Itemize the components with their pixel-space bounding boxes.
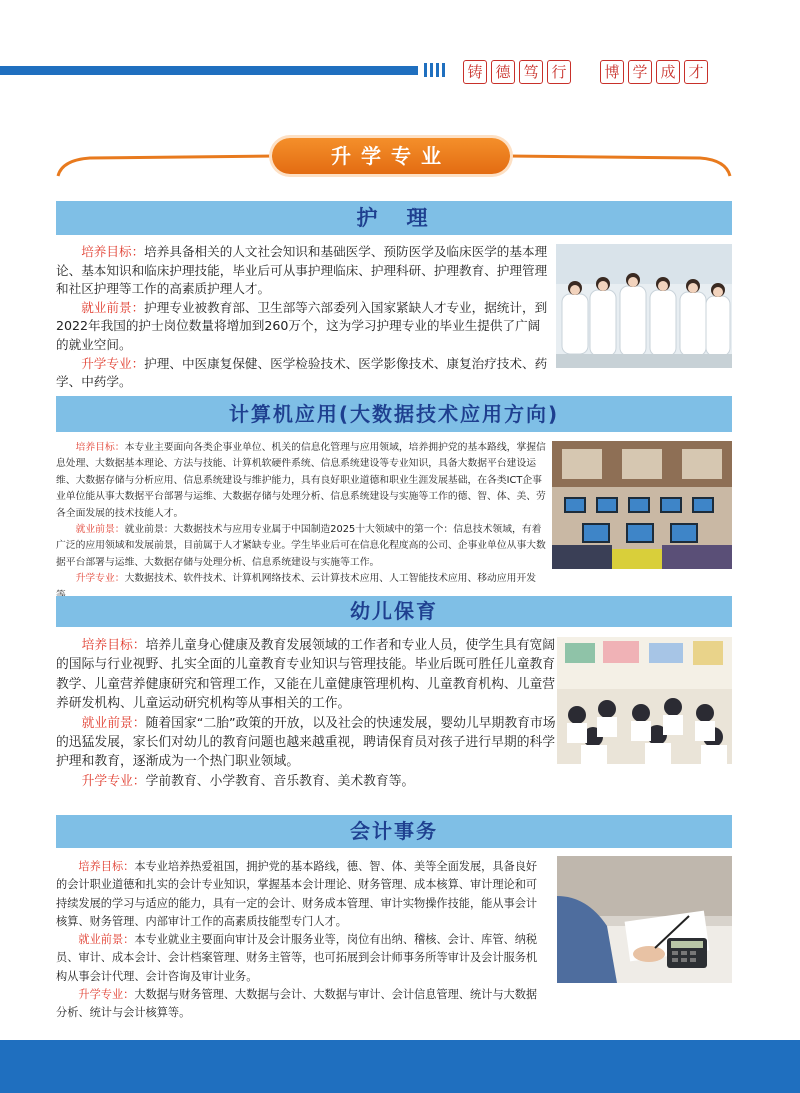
prospect-text: 随着国家“二胎”政策的开放，以及社会的快速发展，婴幼儿早期教育市场的迅猛发展，家长们对幼儿的教育问题也越来越重视，聘请保育员对孩子进行早期的科学护理和教育，逐渐成为一个热门职业领域。 bbox=[56, 715, 556, 770]
prospect-paragraph bbox=[56, 931, 546, 986]
further-label: 升学专业： bbox=[75, 573, 125, 585]
prospect-label: 就业前景： bbox=[81, 299, 145, 315]
goal-label: 培养目标： bbox=[81, 638, 146, 653]
classroom-photo-icon bbox=[557, 637, 732, 764]
prospect-text: 就业前景：大数据技术与应用专业属于中国制造2025十大领域中的第一个：信息技术领域，有着广泛的应用领域和发展前景，目前属于人才紧缺专业。学生毕业后可在信息化程度高的公司、企事业单位从事大数据平台部署与运维、大数据存储与处理分析、信息系统建设与实施等工作。 bbox=[56, 524, 546, 568]
prospect-label: 就业前景： bbox=[78, 933, 135, 947]
goal-text: 培养儿童身心健康及教育发展领域的工作者和专业人员，使学生具有宽阔的国际与行业视野、扎实全面的儿童教育专业知识与管理技能。毕业后既可胜任儿童教育教学、儿童营养健康研究和管理工作，又能在儿童健康管理机构、儿童教育机构、儿童营养研发机构、儿童运动研究机构等从事相关的工作。 bbox=[56, 638, 556, 712]
slogan-char: 德 bbox=[491, 60, 515, 84]
goal-paragraph bbox=[56, 858, 546, 931]
prospect-text: 本专业就业主要面向审计及会计服务业等，岗位有出纳、稽核、会计、库管、纳税员、审计、成本会计、会计档案管理、财务主管等，也可拓展到会计师事务所等审计及会计服务机构从事会计代理、会计咨询及审计业务。 bbox=[56, 933, 538, 983]
further-paragraph bbox=[56, 772, 556, 791]
prospect-paragraph bbox=[56, 714, 556, 772]
section-body-childcare bbox=[56, 636, 556, 791]
goal-text: 本专业培养热爱祖国，拥护党的基本路线，德、智、体、美等全面发展，具备良好的会计职业道德和扎实的会计专业知识，掌握基本会计理论、财务管理、成本核算、审计理论和可持续发展的学习与适应的能力，具有一定的会计、财务成本管理、审计实物操作技能，能从事会计核算、财务管理、内部审计工作的高素质技能型专门人才。 bbox=[56, 860, 538, 928]
section-title-accounting: 会计事务 bbox=[56, 815, 732, 848]
goal-paragraph bbox=[56, 243, 548, 299]
prospect-paragraph bbox=[56, 522, 546, 571]
section-body-computer bbox=[56, 440, 546, 604]
goal-paragraph bbox=[56, 440, 546, 522]
prospect-paragraph bbox=[56, 299, 548, 355]
further-text: 大数据与财务管理、大数据与会计、大数据与审计、会计信息管理、统计与大数据分析、统计与会计核算等。 bbox=[56, 988, 538, 1020]
further-text: 学前教育、小学教育、音乐教育、美术教育等。 bbox=[145, 773, 415, 789]
nurses-photo-icon bbox=[556, 244, 732, 368]
goal-text: 本专业主要面向各类企事业单位、机关的信息化管理与应用领域，培养拥护党的基本路线，掌握信息处理、大数据基本理论、方法与技能、计算机软硬件系统、信息系统建设等专业知识，具备大数据平台建设运维、大数据存储与分析应用、信息系统建设与维护能力，具有良好职业道德和职业生涯发展基础，在各类ICT企事业单位能从事大数据平台部署与运维、大数据存储与处理分析、信息系统建设与实施等工作的德、智、体、美、劳各全面发展的技术技能人才。 bbox=[56, 442, 546, 519]
goal-text: 培养具备相关的人文社会知识和基础医学、预防医学及临床医学的基本理论、基本知识和临床护理技能，毕业后可从事护理临床、护理科研、护理教育、护理管理和社区护理等工作的高素质护理人才。 bbox=[56, 244, 548, 297]
further-text: 大数据技术、软件技术、计算机网络技术、云计算技术应用、人工智能技术应用、移动应用开发 bbox=[124, 573, 537, 585]
slogan-char: 成 bbox=[656, 60, 680, 84]
page-title: 升学专业 bbox=[272, 138, 510, 174]
computer-lab-photo-icon bbox=[552, 441, 732, 569]
further-text: 护理、中医康复保健、医学检验技术、医学影像技术、康复治疗技术、药学、中药学。 bbox=[56, 355, 548, 390]
goal-label: 培养目标： bbox=[75, 442, 125, 453]
slogan-char: 才 bbox=[684, 60, 708, 84]
section-title-computer: 计算机应用(大数据技术应用方向) bbox=[56, 396, 732, 432]
section-title-childcare: 幼儿保育 bbox=[56, 596, 732, 627]
prospect-label: 就业前景： bbox=[81, 715, 146, 731]
further-paragraph bbox=[56, 355, 548, 392]
prospect-text: 护理专业被教育部、卫生部等六部委列入国家紧缺人才专业，据统计，到2022年我国的护士岗位数量将增加到260万个，这为学习护理专业的毕业生提供了广阔的就业空间。 bbox=[56, 299, 548, 352]
prospect-label: 就业前景： bbox=[75, 524, 125, 536]
goal-label: 培养目标： bbox=[78, 860, 135, 873]
section-body-nursing bbox=[56, 243, 548, 392]
slogan-char: 铸 bbox=[463, 60, 487, 84]
goal-paragraph bbox=[56, 636, 556, 714]
further-label: 升学专业： bbox=[81, 355, 145, 371]
slogan-char: 博 bbox=[600, 60, 624, 84]
further-paragraph bbox=[56, 986, 546, 1023]
goal-label: 培养目标： bbox=[81, 244, 145, 259]
slogan-char: 行 bbox=[547, 60, 571, 84]
footer-bar bbox=[0, 1040, 800, 1093]
section-title-nursing: 护 理 bbox=[56, 201, 732, 235]
further-label: 升学专业： bbox=[78, 988, 135, 1002]
section-body-accounting bbox=[56, 858, 546, 1023]
slogan-char: 学 bbox=[628, 60, 652, 84]
further-label: 升学专业： bbox=[81, 773, 146, 789]
accounting-photo-icon bbox=[557, 856, 732, 983]
slogan-char: 笃 bbox=[519, 60, 543, 84]
